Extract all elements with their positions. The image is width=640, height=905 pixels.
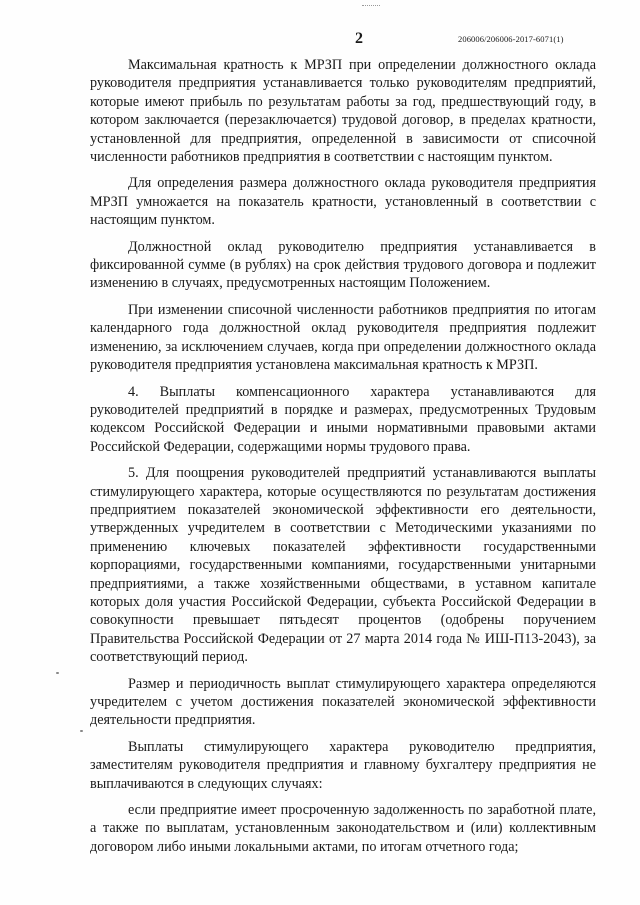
document-body	[90, 56, 596, 859]
document-code: 206006/206006-2017-6071(1)	[458, 34, 564, 44]
scan-artifact	[56, 672, 59, 674]
paragraph: Максимальная кратность к МРЗП при определении должностного оклада руководителя предприятия устанавливается только руководителям предприятий, которые имеют прибыль по результатам работы за год, предшествующий году, в котором заключается (перезаключается) трудовой договор, в пределах кратности, установленной для предприятия, определенной в зависимости от списочной численности работников предприятия в соответствии с настоящим пунктом.	[90, 57, 596, 166]
paragraph: Размер и периодичность выплат стимулирующего характера определяются учредителем с учетом достижения показателей экономической эффективности деятельности предприятия.	[90, 675, 596, 729]
paragraph: При изменении списочной численности работников предприятия по итогам календарного года должностной оклад руководителя предприятия подлежит изменению, за исключением случаев, когда при определении должностного оклада руководителя предприятия установлена максимальная кратность к МРЗП.	[90, 301, 596, 374]
page-number: 2	[355, 30, 363, 47]
paragraph: если предприятие имеет просроченную задолженность по заработной плате, а также по выплатам, установленным законодательством и (или) коллективным договором либо иными локальными актами, по итогам отчетного года;	[90, 802, 596, 855]
paragraph: Для определения размера должностного оклада руководителя предприятия МРЗП умножается на показатель кратности, установленный в соответствии с настоящим пунктом.	[90, 175, 596, 229]
paragraph: 5. Для поощрения руководителей предприятий устанавливаются выплаты стимулирующего характера, которые осуществляются по результатам достижения предприятием показателей экономической эффективности его деятельности, утвержденных учредителем в соответствии с Методическими указаниями по применению ключевых показателей эффективности государственными корпорациями, государственными компаниями, государственными унитарными предприятиями, а также хозяйственными обществами, в уставном капитале которых доля участия Российской Федерации, субъекта Российской Федерации в совокупности превышает пятьдесят процентов (одобрены поручением Правительства Российской Федерации от 27 марта 2014 года № ИШ-П13-2043), за соответствующий период.	[90, 465, 596, 666]
paragraph: 4. Выплаты компенсационного характера устанавливаются для руководителей предприятий в порядке и размерах, предусмотренных Трудовым кодексом Российской Федерации и иными нормативными правовыми актами Российской Федерации, содержащими нормы трудового права.	[90, 383, 596, 455]
scan-artifact	[80, 730, 83, 732]
paragraph: Должностной оклад руководителю предприятия устанавливается в фиксированной сумме (в рублях) на срок действия трудового договора и подлежит изменению в случаях, предусмотренных настоящим Положением.	[90, 238, 596, 292]
scan-artifact	[362, 5, 380, 8]
paragraph: Выплаты стимулирующего характера руководителю предприятия, заместителям руководителя предприятия и главному бухгалтеру предприятия не выплачиваются в следующих случаях:	[90, 738, 596, 792]
